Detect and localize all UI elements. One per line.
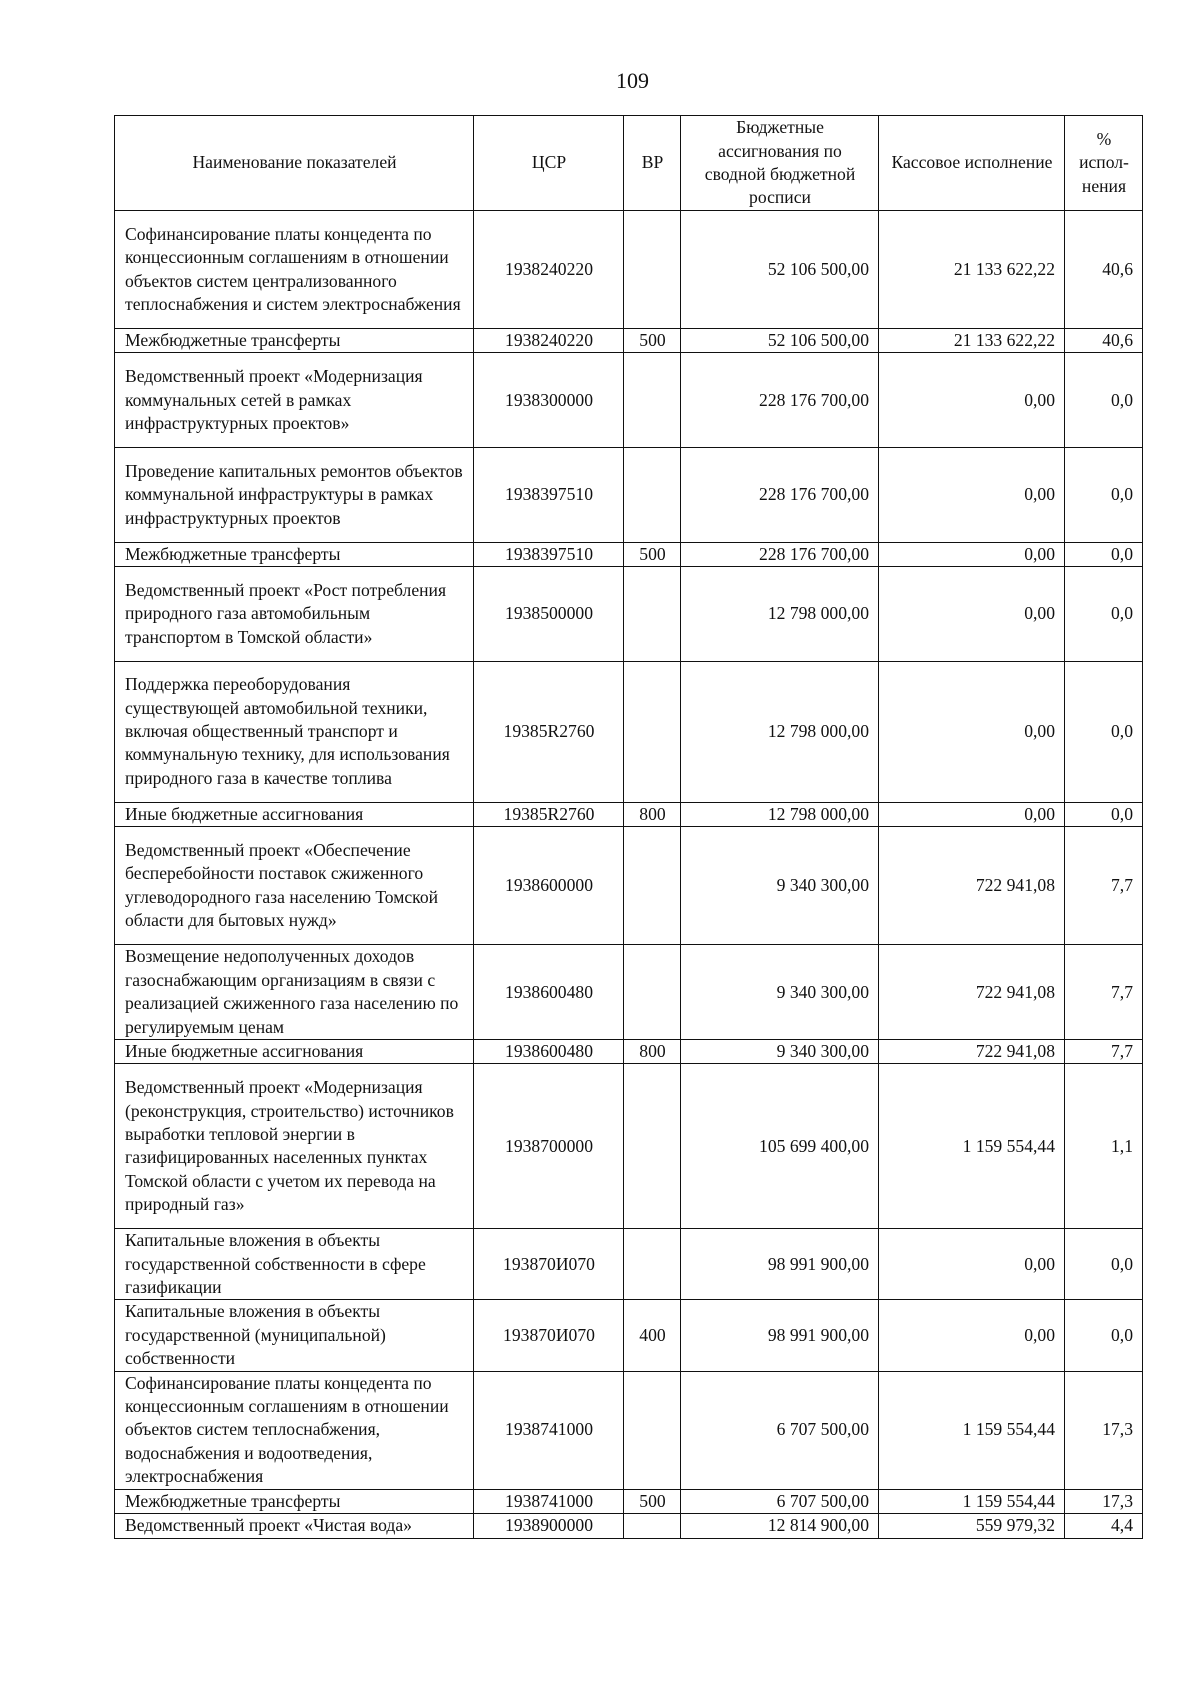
- cell-cash-execution: 21 133 622,22: [879, 211, 1065, 329]
- cell-csr: 1938741000: [474, 1489, 624, 1513]
- cell-csr: 19385R2760: [474, 802, 624, 826]
- cell-budget-allocations: 105 699 400,00: [681, 1064, 879, 1229]
- cell-indicator-name: Межбюджетные трансферты: [115, 1489, 474, 1513]
- cell-budget-allocations: 9 340 300,00: [681, 827, 879, 945]
- cell-csr: 1938741000: [474, 1371, 624, 1489]
- header-csr: ЦСР: [474, 116, 624, 211]
- cell-indicator-name: Ведомственный проект «Модернизация (реконструкция, строительство) источников выработки тепловой энергии в газифицированных населенных пунктах Томской области с учетом их перевода на природный газ»: [115, 1064, 474, 1229]
- cell-cash-execution: 0,00: [879, 567, 1065, 662]
- cell-budget-allocations: 52 106 500,00: [681, 329, 879, 353]
- cell-indicator-name: Проведение капитальных ремонтов объектов коммунальной инфраструктуры в рамках инфраструктурных проектов: [115, 448, 474, 543]
- header-cash-execution: Кассовое исполнение: [879, 116, 1065, 211]
- cell-indicator-name: Поддержка переоборудования существующей автомобильной техники, включая общественный транспорт и коммунальную технику, для использования природного газа в качестве топлива: [115, 661, 474, 802]
- cell-budget-allocations: 98 991 900,00: [681, 1229, 879, 1300]
- cell-csr: 193870И070: [474, 1300, 624, 1371]
- cell-indicator-name: Софинансирование платы концедента по концессионным соглашениям в отношении объектов систем теплоснабжения, водоснабжения и водоотведения, электроснабжения: [115, 1371, 474, 1489]
- cell-execution-percent: 0,0: [1065, 1229, 1143, 1300]
- table-row: [115, 329, 1143, 353]
- cell-vr: [624, 1064, 681, 1229]
- cell-execution-percent: 0,0: [1065, 542, 1143, 566]
- cell-indicator-name: Ведомственный проект «Обеспечение бесперебойности поставок сжиженного углеводородного газа населению Томской области для бытовых нужд»: [115, 827, 474, 945]
- cell-csr: 19385R2760: [474, 661, 624, 802]
- table-row: [115, 1040, 1143, 1064]
- table-row: [115, 1229, 1143, 1300]
- cell-vr: [624, 1371, 681, 1489]
- cell-csr: 1938240220: [474, 211, 624, 329]
- cell-csr: 1938600480: [474, 945, 624, 1040]
- budget-execution-table: [114, 115, 1143, 1539]
- cell-csr: 1938700000: [474, 1064, 624, 1229]
- cell-cash-execution: 0,00: [879, 448, 1065, 543]
- cell-indicator-name: Капитальные вложения в объекты государственной собственности в сфере газификации: [115, 1229, 474, 1300]
- cell-cash-execution: 722 941,08: [879, 945, 1065, 1040]
- cell-indicator-name: Ведомственный проект «Модернизация коммунальных сетей в рамках инфраструктурных проектов»: [115, 353, 474, 448]
- cell-indicator-name: Иные бюджетные ассигнования: [115, 802, 474, 826]
- cell-vr: 500: [624, 542, 681, 566]
- cell-csr: 193870И070: [474, 1229, 624, 1300]
- cell-csr: 1938500000: [474, 567, 624, 662]
- table-row: [115, 802, 1143, 826]
- cell-cash-execution: 1 159 554,44: [879, 1489, 1065, 1513]
- cell-execution-percent: 7,7: [1065, 1040, 1143, 1064]
- cell-vr: [624, 567, 681, 662]
- cell-budget-allocations: 12 798 000,00: [681, 802, 879, 826]
- table-row: [115, 353, 1143, 448]
- cell-execution-percent: 7,7: [1065, 945, 1143, 1040]
- cell-vr: 800: [624, 802, 681, 826]
- cell-vr: 500: [624, 1489, 681, 1513]
- cell-vr: [624, 353, 681, 448]
- cell-cash-execution: 1 159 554,44: [879, 1064, 1065, 1229]
- cell-budget-allocations: 228 176 700,00: [681, 448, 879, 543]
- cell-budget-allocations: 52 106 500,00: [681, 211, 879, 329]
- cell-execution-percent: 4,4: [1065, 1514, 1143, 1538]
- table-row: [115, 1064, 1143, 1229]
- cell-cash-execution: 0,00: [879, 353, 1065, 448]
- table-row: [115, 1514, 1143, 1538]
- cell-budget-allocations: 12 798 000,00: [681, 567, 879, 662]
- table-row: [115, 827, 1143, 945]
- cell-budget-allocations: 6 707 500,00: [681, 1489, 879, 1513]
- cell-cash-execution: 0,00: [879, 1229, 1065, 1300]
- table-row: [115, 567, 1143, 662]
- cell-indicator-name: Ведомственный проект «Рост потребления природного газа автомобильным транспортом в Томской области»: [115, 567, 474, 662]
- cell-budget-allocations: 228 176 700,00: [681, 542, 879, 566]
- page-number: 109: [616, 68, 649, 93]
- cell-vr: [624, 448, 681, 543]
- cell-budget-allocations: 98 991 900,00: [681, 1300, 879, 1371]
- header-execution-percent: % испол-нения: [1065, 116, 1143, 211]
- cell-vr: [624, 661, 681, 802]
- cell-indicator-name: Возмещение недополученных доходов газоснабжающим организациям в связи с реализацией сжиженного газа населению по регулируемым ценам: [115, 945, 474, 1040]
- cell-execution-percent: 40,6: [1065, 211, 1143, 329]
- cell-vr: [624, 1514, 681, 1538]
- cell-execution-percent: 1,1: [1065, 1064, 1143, 1229]
- cell-execution-percent: 17,3: [1065, 1489, 1143, 1513]
- cell-indicator-name: Иные бюджетные ассигнования: [115, 1040, 474, 1064]
- cell-vr: [624, 211, 681, 329]
- cell-execution-percent: 40,6: [1065, 329, 1143, 353]
- cell-execution-percent: 0,0: [1065, 567, 1143, 662]
- table-row: [115, 1300, 1143, 1371]
- cell-vr: 800: [624, 1040, 681, 1064]
- cell-csr: 1938300000: [474, 353, 624, 448]
- cell-cash-execution: 0,00: [879, 542, 1065, 566]
- table-row: [115, 542, 1143, 566]
- cell-budget-allocations: 228 176 700,00: [681, 353, 879, 448]
- cell-indicator-name: Капитальные вложения в объекты государственной (муниципальной) собственности: [115, 1300, 474, 1371]
- cell-execution-percent: 7,7: [1065, 827, 1143, 945]
- cell-budget-allocations: 12 798 000,00: [681, 661, 879, 802]
- cell-cash-execution: 722 941,08: [879, 1040, 1065, 1064]
- cell-cash-execution: 559 979,32: [879, 1514, 1065, 1538]
- header-indicator-name: Наименование показателей: [115, 116, 474, 211]
- cell-indicator-name: Межбюджетные трансферты: [115, 542, 474, 566]
- cell-budget-allocations: 9 340 300,00: [681, 1040, 879, 1064]
- cell-execution-percent: 0,0: [1065, 353, 1143, 448]
- table-row: [115, 448, 1143, 543]
- table-row: [115, 661, 1143, 802]
- cell-execution-percent: 17,3: [1065, 1371, 1143, 1489]
- cell-cash-execution: 0,00: [879, 661, 1065, 802]
- header-vr: ВР: [624, 116, 681, 211]
- cell-budget-allocations: 9 340 300,00: [681, 945, 879, 1040]
- cell-vr: [624, 945, 681, 1040]
- cell-csr: 1938600000: [474, 827, 624, 945]
- cell-csr: 1938600480: [474, 1040, 624, 1064]
- cell-cash-execution: 0,00: [879, 1300, 1065, 1371]
- cell-csr: 1938900000: [474, 1514, 624, 1538]
- cell-vr: [624, 1229, 681, 1300]
- cell-execution-percent: 0,0: [1065, 1300, 1143, 1371]
- cell-budget-allocations: 6 707 500,00: [681, 1371, 879, 1489]
- cell-cash-execution: 0,00: [879, 802, 1065, 826]
- cell-vr: 500: [624, 329, 681, 353]
- cell-execution-percent: 0,0: [1065, 661, 1143, 802]
- cell-csr: 1938240220: [474, 329, 624, 353]
- table-body: [115, 211, 1143, 1539]
- header-budget-allocations: Бюджетные ассигнования по сводной бюджетной росписи: [681, 116, 879, 211]
- cell-cash-execution: 21 133 622,22: [879, 329, 1065, 353]
- cell-indicator-name: Софинансирование платы концедента по концессионным соглашениям в отношении объектов систем централизованного теплоснабжения и систем электроснабжения: [115, 211, 474, 329]
- table-row: [115, 945, 1143, 1040]
- table-header-row: [115, 116, 1143, 211]
- cell-indicator-name: Ведомственный проект «Чистая вода»: [115, 1514, 474, 1538]
- cell-budget-allocations: 12 814 900,00: [681, 1514, 879, 1538]
- cell-csr: 1938397510: [474, 448, 624, 543]
- cell-vr: [624, 827, 681, 945]
- cell-csr: 1938397510: [474, 542, 624, 566]
- cell-execution-percent: 0,0: [1065, 802, 1143, 826]
- table-row: [115, 211, 1143, 329]
- cell-cash-execution: 1 159 554,44: [879, 1371, 1065, 1489]
- cell-cash-execution: 722 941,08: [879, 827, 1065, 945]
- table-row: [115, 1371, 1143, 1489]
- cell-execution-percent: 0,0: [1065, 448, 1143, 543]
- cell-vr: 400: [624, 1300, 681, 1371]
- cell-indicator-name: Межбюджетные трансферты: [115, 329, 474, 353]
- table-row: [115, 1489, 1143, 1513]
